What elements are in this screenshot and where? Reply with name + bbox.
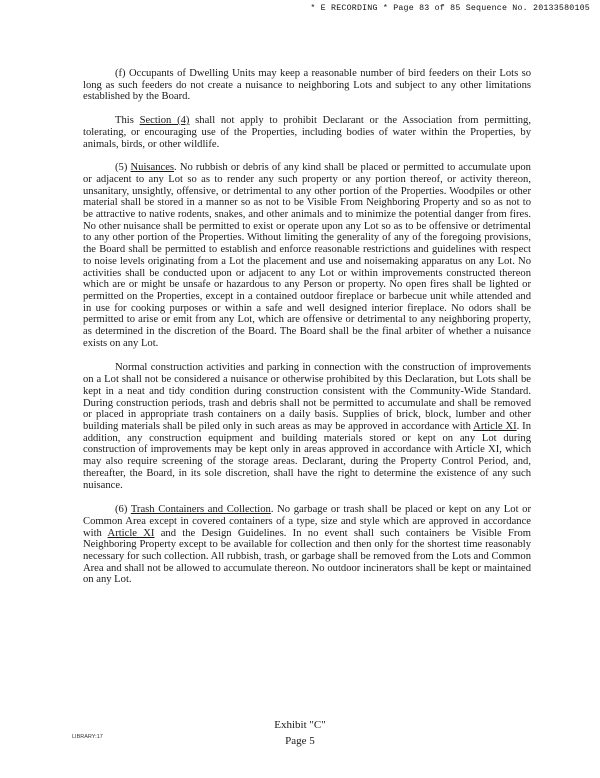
paragraph-text: . No garbage or trash shall be placed or kept on any Lot or Common Area except in covered containers of a type, size and style which are approved in accordance with <box>83 504 531 539</box>
document-code: LIBRARY:17 <box>72 734 103 740</box>
paragraph-text: . In addition, any construction equipment and building materials stored or kept on any Lot during construction of improvements may be kept only in areas approved in accordance with Article XI, which may also require screening of the storage areas. Declarant, during the Property Control Period, and, thereafter, the Board, in its sole discretion, shall have the right to determine the existence of any such nuisance. <box>83 420 531 491</box>
section-number: (6) <box>115 504 131 516</box>
paragraph-text: and the Design Guidelines. In no event shall such containers be Visible From Neighboring Property except to be available for collection and then only for the shortest time reasonably necessary for such collection. All rubbish, trash, or garbage shall be removed from the Lots and Common Area and shall not be allowed to accumulate thereon. No outdoor incinerators shall be kept or maintained on any Lot. <box>83 527 531 586</box>
section-heading: Trash Containers and Collection <box>130 504 271 516</box>
paragraph-section-4 <box>83 115 531 150</box>
paragraph-text: This <box>115 115 140 127</box>
section-heading: Nuisances <box>130 162 175 174</box>
section-reference: Section (4) <box>139 115 190 127</box>
paragraph-construction <box>83 362 531 491</box>
recording-header: * E RECORDING * Page 83 of 85 Sequence No. 20133580105 <box>310 4 590 13</box>
page-number: Page 5 <box>285 735 315 747</box>
paragraph-text: shall not apply to prohibit Declarant or the Association from permitting, tolerating, or encouraging use of the Properties, including bodies of water within the Properties, by animals, birds, or other wildlife. <box>83 115 532 150</box>
paragraph-bird-feeders <box>83 68 531 103</box>
paragraph-text: (f) Occupants of Dwelling Units may keep a reasonable number of bird feeders on their Lots so long as such feeders do not create a nuisance to neighboring Lots and subject to any other limitations established by the Board. <box>83 68 531 103</box>
section-number: (5) <box>115 162 131 174</box>
paragraph-text: Normal construction activities and parking in connection with the construction of improvements on a Lot shall not be considered a nuisance or otherwise prohibited by this Declaration, but Lots shall be kept in a neat and tidy condition during construction consistent with the Community-Wide Standard. During construction periods, trash and debris shall not be permitted to accumulate and shall be removed or placed in appropriate trash containers on a daily basis. Supplies of brick, block, lumber and other building materials shall be piled only in such areas as may be approved in accordance with <box>83 362 531 432</box>
paragraph-trash-containers <box>83 504 531 586</box>
paragraph-text: . No rubbish or debris of any kind shall be placed or permitted to accumulate upon or adjacent to any Lot so as to render any such property or any portion thereof, or activity thereon, unsanitary, unsightly, offensive, or detrimental to any other portion of the Properties. Woodpiles or other material shall be stored in a manner so as not to be Visible From Neighboring Property and so as not to be attractive to native rodents, snakes, and other animals and to minimize the potential danger from fires. No other nuisance shall be permitted to exist or operate upon any Lot so as to be offensive or detrimental to any other portion of the Properties. Without limiting the generality of any of the foregoing provisions, the Board shall be permitted to establish and enforce reasonable restrictions and guidelines with respect to noise levels originating from a Lot the placement and use and noisemaking apparatus on any Lot. No activities shall be conducted upon or adjacent to any Lot or within improvements constructed thereon which are or might be unsafe or hazardous to any Person or property. No open fires shall be lighted or permitted on the Properties, except in a contained outdoor fireplace or barbecue unit while attended and in use for cooking purposes or within a safe and well designed interior fireplace. No odors shall be permitted to arise or emit from any Lot, which are offensive or detrimental to any neighboring property, as determined in the discretion of the Board. The Board shall be the final arbiter of whether a nuisance exists on any Lot. <box>83 162 531 349</box>
document-body <box>83 68 531 586</box>
article-reference: Article XI <box>107 527 155 539</box>
paragraph-nuisances <box>83 162 531 349</box>
exhibit-label: Exhibit "C" <box>274 719 326 731</box>
article-reference: Article XI <box>473 420 517 432</box>
